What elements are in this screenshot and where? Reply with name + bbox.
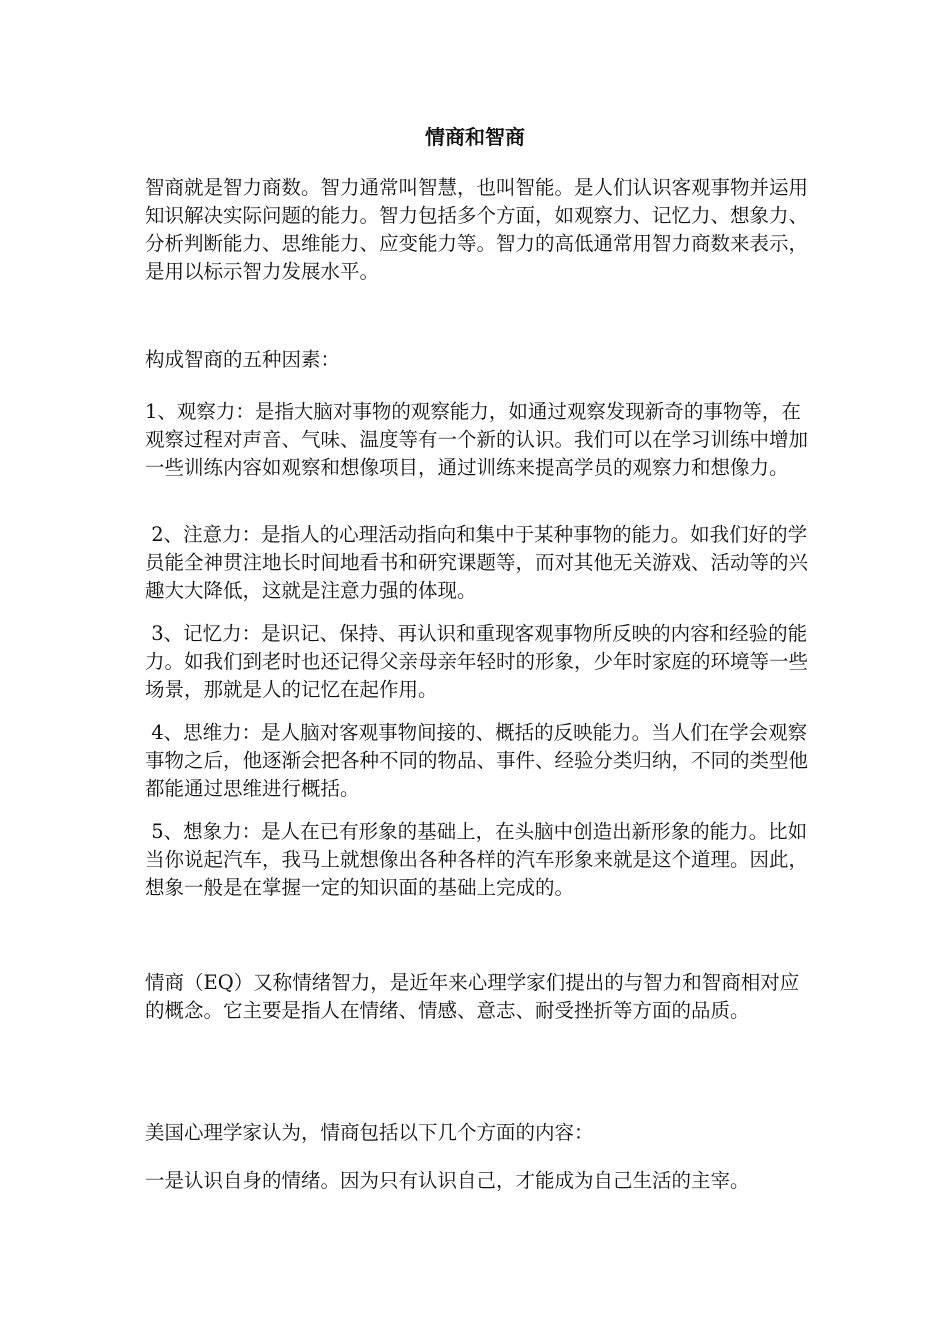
paragraph-iq-definition: 智商就是智力商数。智力通常叫智慧，也叫智能。是人们认识客观事物并运用知识解决实际问题的能力。智力包括多个方面，如观察力、记忆力、想象力、分析判断能力、思维能力、应变能力等。智力的高低通常用智力商数来表示，是用以标示智力发展水平。 (145, 176, 809, 283)
paragraph-eq-definition: 情商（EQ）又称情绪智力，是近年来心理学家们提出的与智力和智商相对应的概念。它主要是指人在情绪、情感、意志、耐受挫折等方面的品质。 (145, 971, 800, 1022)
paragraph-self-awareness: 一是认识自身的情绪。因为只有认识自己，才能成为自己生活的主宰。 (145, 1169, 750, 1192)
paragraph-memory: 3、记忆力：是识记、保持、再认识和重现客观事物所反映的内容和经验的能力。如我们到老时也还记得父亲母亲年轻时的形象，少年时家庭的环境等一些场景，那就是人的记忆在起作用。 (145, 622, 809, 701)
paragraph-imagination: 5、想象力：是人在已有形象的基础上，在头脑中创造出新形象的能力。比如当你说起汽车，我马上就想像出各种各样的汽车形象来就是这个道理。因此，想象一般是在掌握一定的知识面的基础上完成的。 (145, 820, 809, 899)
paragraph-attention: 2、注意力：是指人的心理活动指向和集中于某种事物的能力。如我们好的学员能全神贯注地长时间地看书和研究课题等，而对其他无关游戏、活动等的兴趣大大降低，这就是注意力强的体现。 (145, 523, 809, 602)
paragraph-five-factors-heading: 构成智商的五种因素： (145, 348, 341, 371)
document-title: 情商和智商 (425, 125, 525, 149)
paragraph-eq-aspects-intro: 美国心理学家认为，情商包括以下几个方面的内容： (145, 1121, 594, 1144)
paragraph-observation: 1、观察力：是指大脑对事物的观察能力，如通过观察发现新奇的事物等，在观察过程对声音、气味、温度等有一个新的认识。我们可以在学习训练中增加一些训练内容如观察和想像项目，通过训练来提高学员的观察力和想像力。 (145, 400, 809, 479)
paragraph-thinking: 4、思维力：是人脑对客观事物间接的、概括的反映能力。当人们在学会观察事物之后，他逐渐会把各种不同的物品、事件、经验分类归纳，不同的类型他都能通过思维进行概括。 (145, 721, 809, 800)
